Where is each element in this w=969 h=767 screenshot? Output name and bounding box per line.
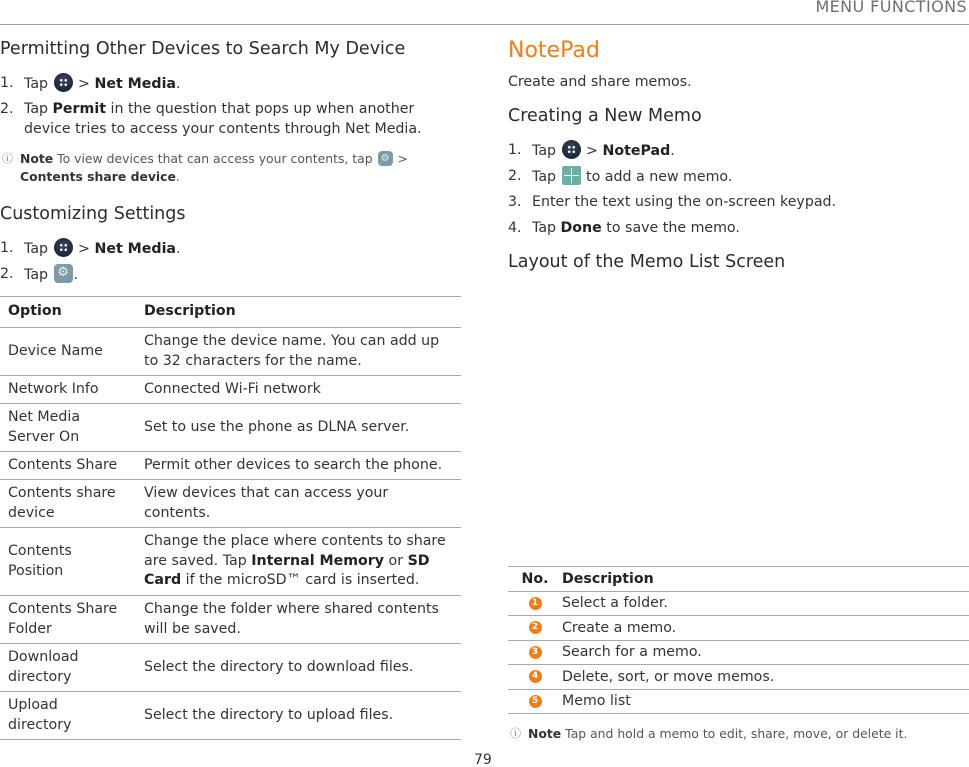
add-memo-icon	[562, 166, 581, 185]
table-row: Contents Share Permit other devices to search the phone.	[0, 452, 461, 480]
table-header-row	[508, 567, 969, 592]
memo-layout-table	[508, 566, 969, 714]
number-badge: 1	[529, 597, 542, 610]
options-table	[0, 296, 461, 740]
table-row: 3 Search for a memo.	[508, 640, 969, 665]
number-badge: 5	[529, 695, 542, 708]
description-column-header: Description	[136, 297, 461, 328]
table-row: 5 Memo list	[508, 689, 969, 714]
no-column-header: No.	[508, 567, 562, 592]
apps-icon	[54, 238, 73, 257]
section-title: MENU FUNCTIONS	[815, 0, 967, 16]
memo-list-screenshot-area	[508, 282, 969, 562]
table-row: Download directory Select the directory to download files.	[0, 644, 461, 692]
table-row: Device Name Change the device name. You can add up to 32 characters for the name.	[0, 328, 461, 376]
permit-step-2-cont: device tries to access your contents through Net Media.	[24, 121, 422, 137]
description-column-header: Description	[562, 567, 969, 592]
page-number: 79	[474, 752, 492, 767]
number-badge: 3	[529, 646, 542, 659]
settings-icon	[54, 264, 73, 283]
table-row: 2 Create a memo.	[508, 616, 969, 641]
table-row: Net Media Server On Set to use the phone as DLNA server.	[0, 404, 461, 452]
info-icon: ⓘ	[510, 727, 521, 740]
table-row: Contents Share Folder Change the folder where shared contents will be saved.	[0, 596, 461, 644]
table-row: Contents share device View devices that can access your contents.	[0, 480, 461, 528]
table-row: Upload directory Select the directory to upload files.	[0, 692, 461, 740]
table-row: Contents Position Change the place where contents to share are saved. Tap Internal Memory or SD Card if the microSD™ card is inserted.	[0, 528, 461, 596]
notepad-intro: Create and share memos.	[508, 74, 692, 90]
apps-icon	[562, 140, 581, 159]
apps-icon	[54, 73, 73, 92]
info-icon: ⓘ	[2, 152, 13, 165]
running-header	[0, 0, 969, 25]
permit-label: Permit	[52, 101, 106, 117]
creating-memo-heading: Creating a New Memo	[508, 106, 702, 126]
table-row: Network Info Connected Wi-Fi network	[0, 376, 461, 404]
table-row: 1 Select a folder.	[508, 591, 969, 616]
permit-note: ⓘ Note To view devices that can access your contents, tap ⚙ > Contents share device.	[2, 150, 442, 188]
memo-list-layout-heading: Layout of the Memo List Screen	[508, 252, 786, 272]
customizing-heading: Customizing Settings	[0, 204, 186, 224]
number-badge: 4	[529, 670, 542, 683]
permit-heading: Permitting Other Devices to Search My Device	[0, 39, 406, 59]
settings-icon	[378, 151, 393, 166]
net-media-label: Net Media	[94, 76, 177, 92]
option-column-header: Option	[0, 297, 136, 328]
number-badge: 2	[529, 621, 542, 634]
table-header-row	[0, 297, 461, 328]
table-row: 4 Delete, sort, or move memos.	[508, 665, 969, 690]
notepad-title: NotePad	[508, 38, 600, 63]
memo-note: ⓘ Note Tap and hold a memo to edit, share, move, or delete it.	[510, 726, 908, 741]
